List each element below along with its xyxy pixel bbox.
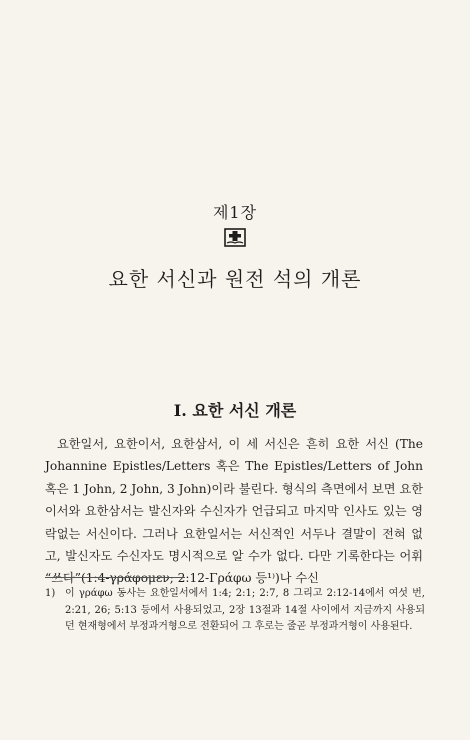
footnote-number: 1)	[45, 588, 56, 599]
footnote-divider	[45, 577, 185, 578]
chapter-title: 요한 서신과 원전 석의 개론	[108, 267, 362, 291]
footnote-text: 이 γράφω 동사는 요한일서에서 1:4; 2:1; 2:7, 8 그리고 2:12-14에서 여섯 번, 2:21, 26; 5:13 등에서 사용되었고, 2장 13절과 14절 사이에서 지금까지 사용되던 현재형에서 부정과거형으로 전환되어 그 후로는 줄곧 부정과거형이 사용된다.	[65, 588, 425, 632]
book-icon	[224, 228, 246, 248]
footnote	[45, 586, 425, 636]
chapter-label: 제1장	[212, 203, 258, 222]
section-heading: I. 요한 서신 개론	[173, 401, 297, 420]
body-paragraph: 요한일서, 요한이서, 요한삼서, 이 세 서신은 흔히 요한 서신 (The Johannine Epistles/Letters 혹은 The Epistles/Letters of John 혹은 1 John, 2 John, 3 John)이라 불린다. 형식의 측면에서 보면 요한이서와 요한삼서는 발신자와 수신자가 언급되고 마지막 인사도 있는 영락없는 서신이다. 그러나 요한일서는 서신적인 서두나 결말이 전혀 없고, 발신자도 수신자도 명시적으로 알 수가 없다. 다만 기록한다는 어휘 “쓰다”(1:4-γράφομεν; 2:12-Γράφω 등¹⁾)나 수신	[45, 437, 423, 586]
